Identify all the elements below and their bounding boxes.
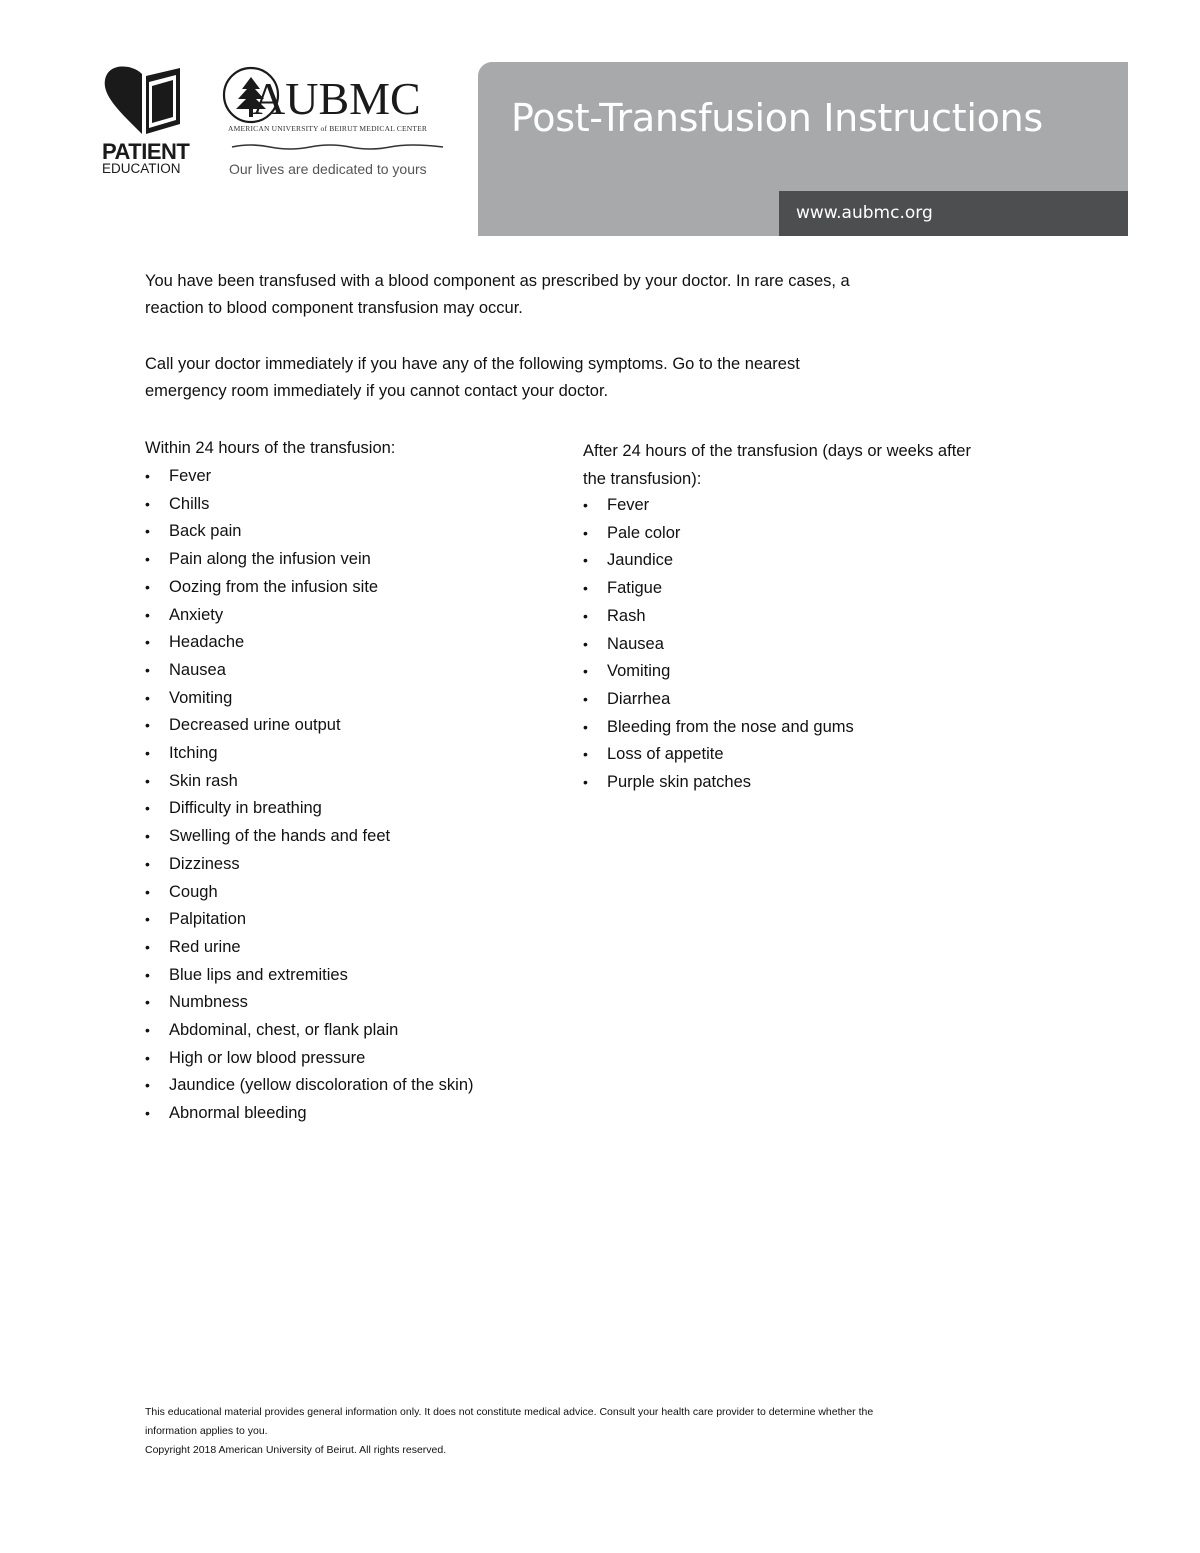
intro-line: You have been transfused with a blood component as prescribed by your doctor. In rare cases, a (145, 272, 850, 290)
intro-line: emergency room immediately if you cannot contact your doctor. (145, 382, 609, 400)
page-title: Post-Transfusion Instructions (511, 96, 1043, 140)
list-item: • Chills (145, 491, 474, 519)
footer-disclaimer (145, 1403, 1005, 1460)
website-link[interactable]: www.aubmc.org (796, 203, 933, 223)
list-item: • Jaundice (yellow discoloration of the skin) (145, 1072, 474, 1100)
list-item: • Palpitation (145, 906, 474, 934)
list-item: • Red urine (145, 934, 474, 962)
list-item: • Anxiety (145, 602, 474, 630)
list-item: • Pain along the infusion vein (145, 546, 474, 574)
education-label: EDUCATION (102, 161, 181, 176)
list-item: • Vomiting (583, 658, 854, 686)
intro-paragraph-1 (145, 268, 965, 322)
disclaimer-line: This educational material provides general information only. It does not constitute medical advice. Consult your health care provider to determine whether the (145, 1406, 874, 1418)
list-item: • Cough (145, 879, 474, 907)
list-item: • Fever (583, 492, 854, 520)
list-item: • Pale color (583, 520, 854, 548)
list-item: • Purple skin patches (583, 769, 854, 797)
list-item: • Oozing from the infusion site (145, 574, 474, 602)
copyright: Copyright 2018 American University of Beirut. All rights reserved. (145, 1444, 447, 1456)
arabic-name-graphic (230, 137, 445, 145)
list-item: • Fatigue (583, 575, 854, 603)
tagline: Our lives are dedicated to yours (229, 161, 427, 177)
list-item: • Blue lips and extremities (145, 962, 474, 990)
heading-line: After 24 hours of the transfusion (days or weeks after (583, 442, 971, 460)
list-item: • Abdominal, chest, or flank plain (145, 1017, 474, 1045)
list-item: • Swelling of the hands and feet (145, 823, 474, 851)
list-item: • Numbness (145, 989, 474, 1017)
after-24h-heading (583, 437, 971, 493)
list-item: • Difficulty in breathing (145, 795, 474, 823)
list-item: • Itching (145, 740, 474, 768)
list-item: • Nausea (583, 631, 854, 659)
within-24h-heading: Within 24 hours of the transfusion: (145, 439, 396, 457)
within-24h-list (145, 463, 474, 1128)
intro-paragraph-2 (145, 351, 965, 405)
disclaimer-line: information applies to you. (145, 1425, 268, 1437)
list-item: • Headache (145, 629, 474, 657)
list-item: • Nausea (145, 657, 474, 685)
list-item: • Loss of appetite (583, 741, 854, 769)
list-item: • Diarrhea (583, 686, 854, 714)
heading-line: the transfusion): (583, 470, 702, 488)
list-item: • Fever (145, 463, 474, 491)
list-item: • Abnormal bleeding (145, 1100, 474, 1128)
list-item: • Skin rash (145, 768, 474, 796)
list-item: • Rash (583, 603, 854, 631)
list-item: • Vomiting (145, 685, 474, 713)
list-item: • Jaundice (583, 547, 854, 575)
list-item: • Decreased urine output (145, 712, 474, 740)
list-item: • Bleeding from the nose and gums (583, 714, 854, 742)
list-item: • Dizziness (145, 851, 474, 879)
after-24h-list (583, 492, 854, 797)
aubmc-wordmark: AUBMC (252, 73, 421, 124)
aubmc-full-name: AMERICAN UNIVERSITY of BEIRUT MEDICAL CENTER (228, 124, 428, 133)
intro-line: reaction to blood component transfusion may occur. (145, 299, 523, 317)
patient-label: PATIENT (102, 139, 190, 164)
list-item: • Back pain (145, 518, 474, 546)
list-item: • High or low blood pressure (145, 1045, 474, 1073)
intro-line: Call your doctor immediately if you have any of the following symptoms. Go to the nearest (145, 355, 800, 373)
